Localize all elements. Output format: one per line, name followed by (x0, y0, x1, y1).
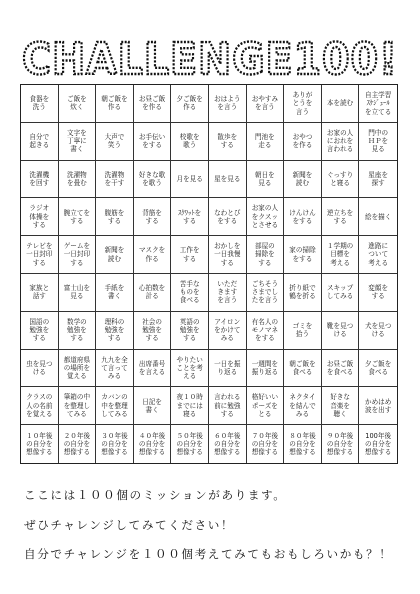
challenge-cell: マスクを 作る (134, 236, 172, 274)
challenge-cell: ６０年後 の自分を 想像する (209, 425, 247, 463)
challenge-cell: ２０年後 の自分を 想像する (59, 425, 97, 463)
challenge-cell: けんけん をする (284, 198, 322, 236)
footer-line-3: 自分でチャレンジを１００個考えてみてもおもしろいかも？！ (24, 547, 393, 561)
challenge-cell: 九九を全 て言って みる (96, 350, 134, 388)
challenge-cell: ぐっすり と寝る (322, 161, 360, 199)
challenge-cell: 本を読む (322, 85, 360, 123)
challenge-cell: お昼ご飯 を食べる (322, 350, 360, 388)
challenge-cell: 腕立てを する (59, 198, 97, 236)
challenge-cell: なわとび をする (209, 198, 247, 236)
challenge-cell: ありが とうを 言う (284, 85, 322, 123)
challenge-cell: ５０年後 の自分を 想像する (171, 425, 209, 463)
challenge-cell: ゴミを 拾う (284, 312, 322, 350)
challenge-cell: ８０年後 の自分を 想像する (284, 425, 322, 463)
challenge-cell: ゲームを 一日封印 する (59, 236, 97, 274)
challenge-cell: ７０年後 の自分を 想像する (247, 425, 285, 463)
challenge-cell: 背筋を する (134, 198, 172, 236)
challenge-cell: 言われる 前に勉強 する (209, 387, 247, 425)
challenge-cell: ｽｸﾜｯﾄを する (171, 198, 209, 236)
page-title (0, 24, 420, 86)
challenge-cell: 門池を 走る (247, 123, 285, 161)
challenge-cell: おはよう を言う (209, 85, 247, 123)
challenge-cell: 星を見る (209, 161, 247, 199)
challenge-cell: 部屋の 掃除を する (247, 236, 285, 274)
challenge-cell: 100年後 の自分を 想像する (365, 431, 392, 457)
challenge-cell: ３０年後 の自分を 想像する (96, 425, 134, 463)
challenge-cell: 虫を見つ ける (21, 350, 59, 388)
challenge-cell: ９０年後 の自分を 想像する (322, 425, 360, 463)
challenge-cell: 朝ご飯を 食べる (284, 350, 322, 388)
challenge-cell: ４０年後 の自分を 想像する (134, 425, 172, 463)
challenge-cell: ラジオ 体操を する (21, 198, 59, 236)
challenge-cell: 好きな歌 を歌う (134, 161, 172, 199)
challenge-cell: 月を見る (171, 161, 209, 199)
challenge-cell: お家の人 におれを 言われる (322, 123, 360, 161)
challenge-cell: 英語の 勉強を する (171, 312, 209, 350)
challenge-cell: 腹筋を する (96, 198, 134, 236)
challenge-cell: いただ きます を言う (209, 274, 247, 312)
challenge-cell: 一週間を 振り返る (247, 350, 285, 388)
challenge-cell: アイロン をかけて みる (209, 312, 247, 350)
challenge-cell: 新聞を 読む (284, 161, 322, 199)
challenge-cell: ご飯を 炊く (59, 85, 97, 123)
challenge-cell: 富士山を 見る (59, 274, 97, 312)
challenge-cell: テレビを 一日封印 する (21, 236, 59, 274)
challenge-cell: １学期の 目標を 考える (322, 236, 360, 274)
challenge-cell: 自分で 起きる (21, 123, 59, 161)
challenge-cell: 進路に ついて 考える (359, 236, 397, 274)
challenge-cell: 筆箱の中 を整理し てみる (59, 387, 97, 425)
challenge-cell: クラスの 人の名前 を覚える (21, 387, 59, 425)
challenge-cell: 洗濯物 を干す (96, 161, 134, 199)
challenge-cell: 社会の 勉強を する (134, 312, 172, 350)
challenge-cell: お家の人 をクスッ とさせる (247, 198, 285, 236)
challenge-cell: 折り紙で 鶴を折る (284, 274, 322, 312)
challenge-cell: 工作を する (171, 236, 209, 274)
challenge-cell: 夕ご飯を 食べる (359, 350, 397, 388)
challenge-cell: 夜１０時 までには 寝る (171, 387, 209, 425)
challenge-cell: ごちそう さまでし たを言う (247, 274, 285, 312)
challenge-cell: 文字を 丁寧に 書く (59, 123, 97, 161)
challenge-cell: 手紙を 書く (96, 274, 134, 312)
challenge-cell: 理科の 勉強を する (96, 312, 134, 350)
footer-line-1: ここには１００個のミッションがあります。 (24, 488, 287, 502)
challenge-cell: 門中の ＨＰを 見る (359, 123, 397, 161)
challenge-cell: 心拍数を 計る (134, 274, 172, 312)
challenge-cell: 犬を見つ ける (359, 312, 397, 350)
challenge-cell: 家の掃除 をする (284, 236, 322, 274)
challenge-cell: 有名人の モノマネ をする (247, 312, 285, 350)
challenge-cell: 数学の 勉強を する (59, 312, 97, 350)
challenge-cell: 朝日を 見る (247, 161, 285, 199)
challenge-cell: おやすみ を言う (247, 85, 285, 123)
challenge-cell: 散歩を する (209, 123, 247, 161)
challenge-cell: 大声で 笑う (96, 123, 134, 161)
challenge-cell: かめはめ 波を出す (359, 387, 397, 425)
challenge-cell: 食器を 洗う (21, 85, 59, 123)
footer-line-2: ぜひチャレンジしてみてください！ (24, 518, 235, 532)
challenge-cell: カバンの 中を整理 してみる (96, 387, 134, 425)
challenge-cell: 苦手な ものを 食べる (171, 274, 209, 312)
challenge-cell: ネクタイ を結んで みる (284, 387, 322, 425)
challenge-cell: 日記を 書く (134, 387, 172, 425)
challenge-cell: 自主学習 ｽｹｼﾞｭｰﾙ を立てる (359, 85, 397, 123)
challenge-grid (20, 84, 398, 464)
challenge-cell: 靴を見つ ける (322, 312, 360, 350)
challenge-cell: 好きな 音楽を 聴く (322, 387, 360, 425)
title-graphic (0, 24, 420, 86)
challenge-cell: １０年後 の自分を 想像する (21, 425, 59, 463)
challenge-cell: 新聞を 読む (96, 236, 134, 274)
challenge-cell: 絵を描く (359, 198, 397, 236)
challenge-cell: 国語の 勉強を する (21, 312, 59, 350)
challenge-cell: 格好いい ポーズを とる (247, 387, 285, 425)
challenge-cell: 星座を 探す (359, 161, 397, 199)
challenge-cell: おかしを 一日我慢 する (209, 236, 247, 274)
challenge-cell: 夕ご飯を 作る (171, 85, 209, 123)
challenge-cell: 都道府県 の場所を 覚える (59, 350, 97, 388)
challenge-cell: お昼ご飯 を作る (134, 85, 172, 123)
title-text: CHALLENGE100! (22, 34, 398, 85)
challenge-cell: お手伝い をする (134, 123, 172, 161)
challenge-cell: スキップ してみる (322, 274, 360, 312)
challenge-cell: 変顔を する (359, 274, 397, 312)
challenge-cell: 校歌を 歌う (171, 123, 209, 161)
challenge-cell: 朝ご飯を 作る (96, 85, 134, 123)
challenge-cell: 洗濯機 を回す (21, 161, 59, 199)
challenge-cell: 洗濯物 を畳む (59, 161, 97, 199)
challenge-cell: 出席番号 を言える (134, 350, 172, 388)
challenge-cell: やりたい ことを考 える (171, 350, 209, 388)
challenge-cell: おやつ を作る (284, 123, 322, 161)
challenge-cell: 逆立ちを する (322, 198, 360, 236)
challenge-cell: 家族と 話す (21, 274, 59, 312)
challenge-cell: 一日を振 り返る (209, 350, 247, 388)
